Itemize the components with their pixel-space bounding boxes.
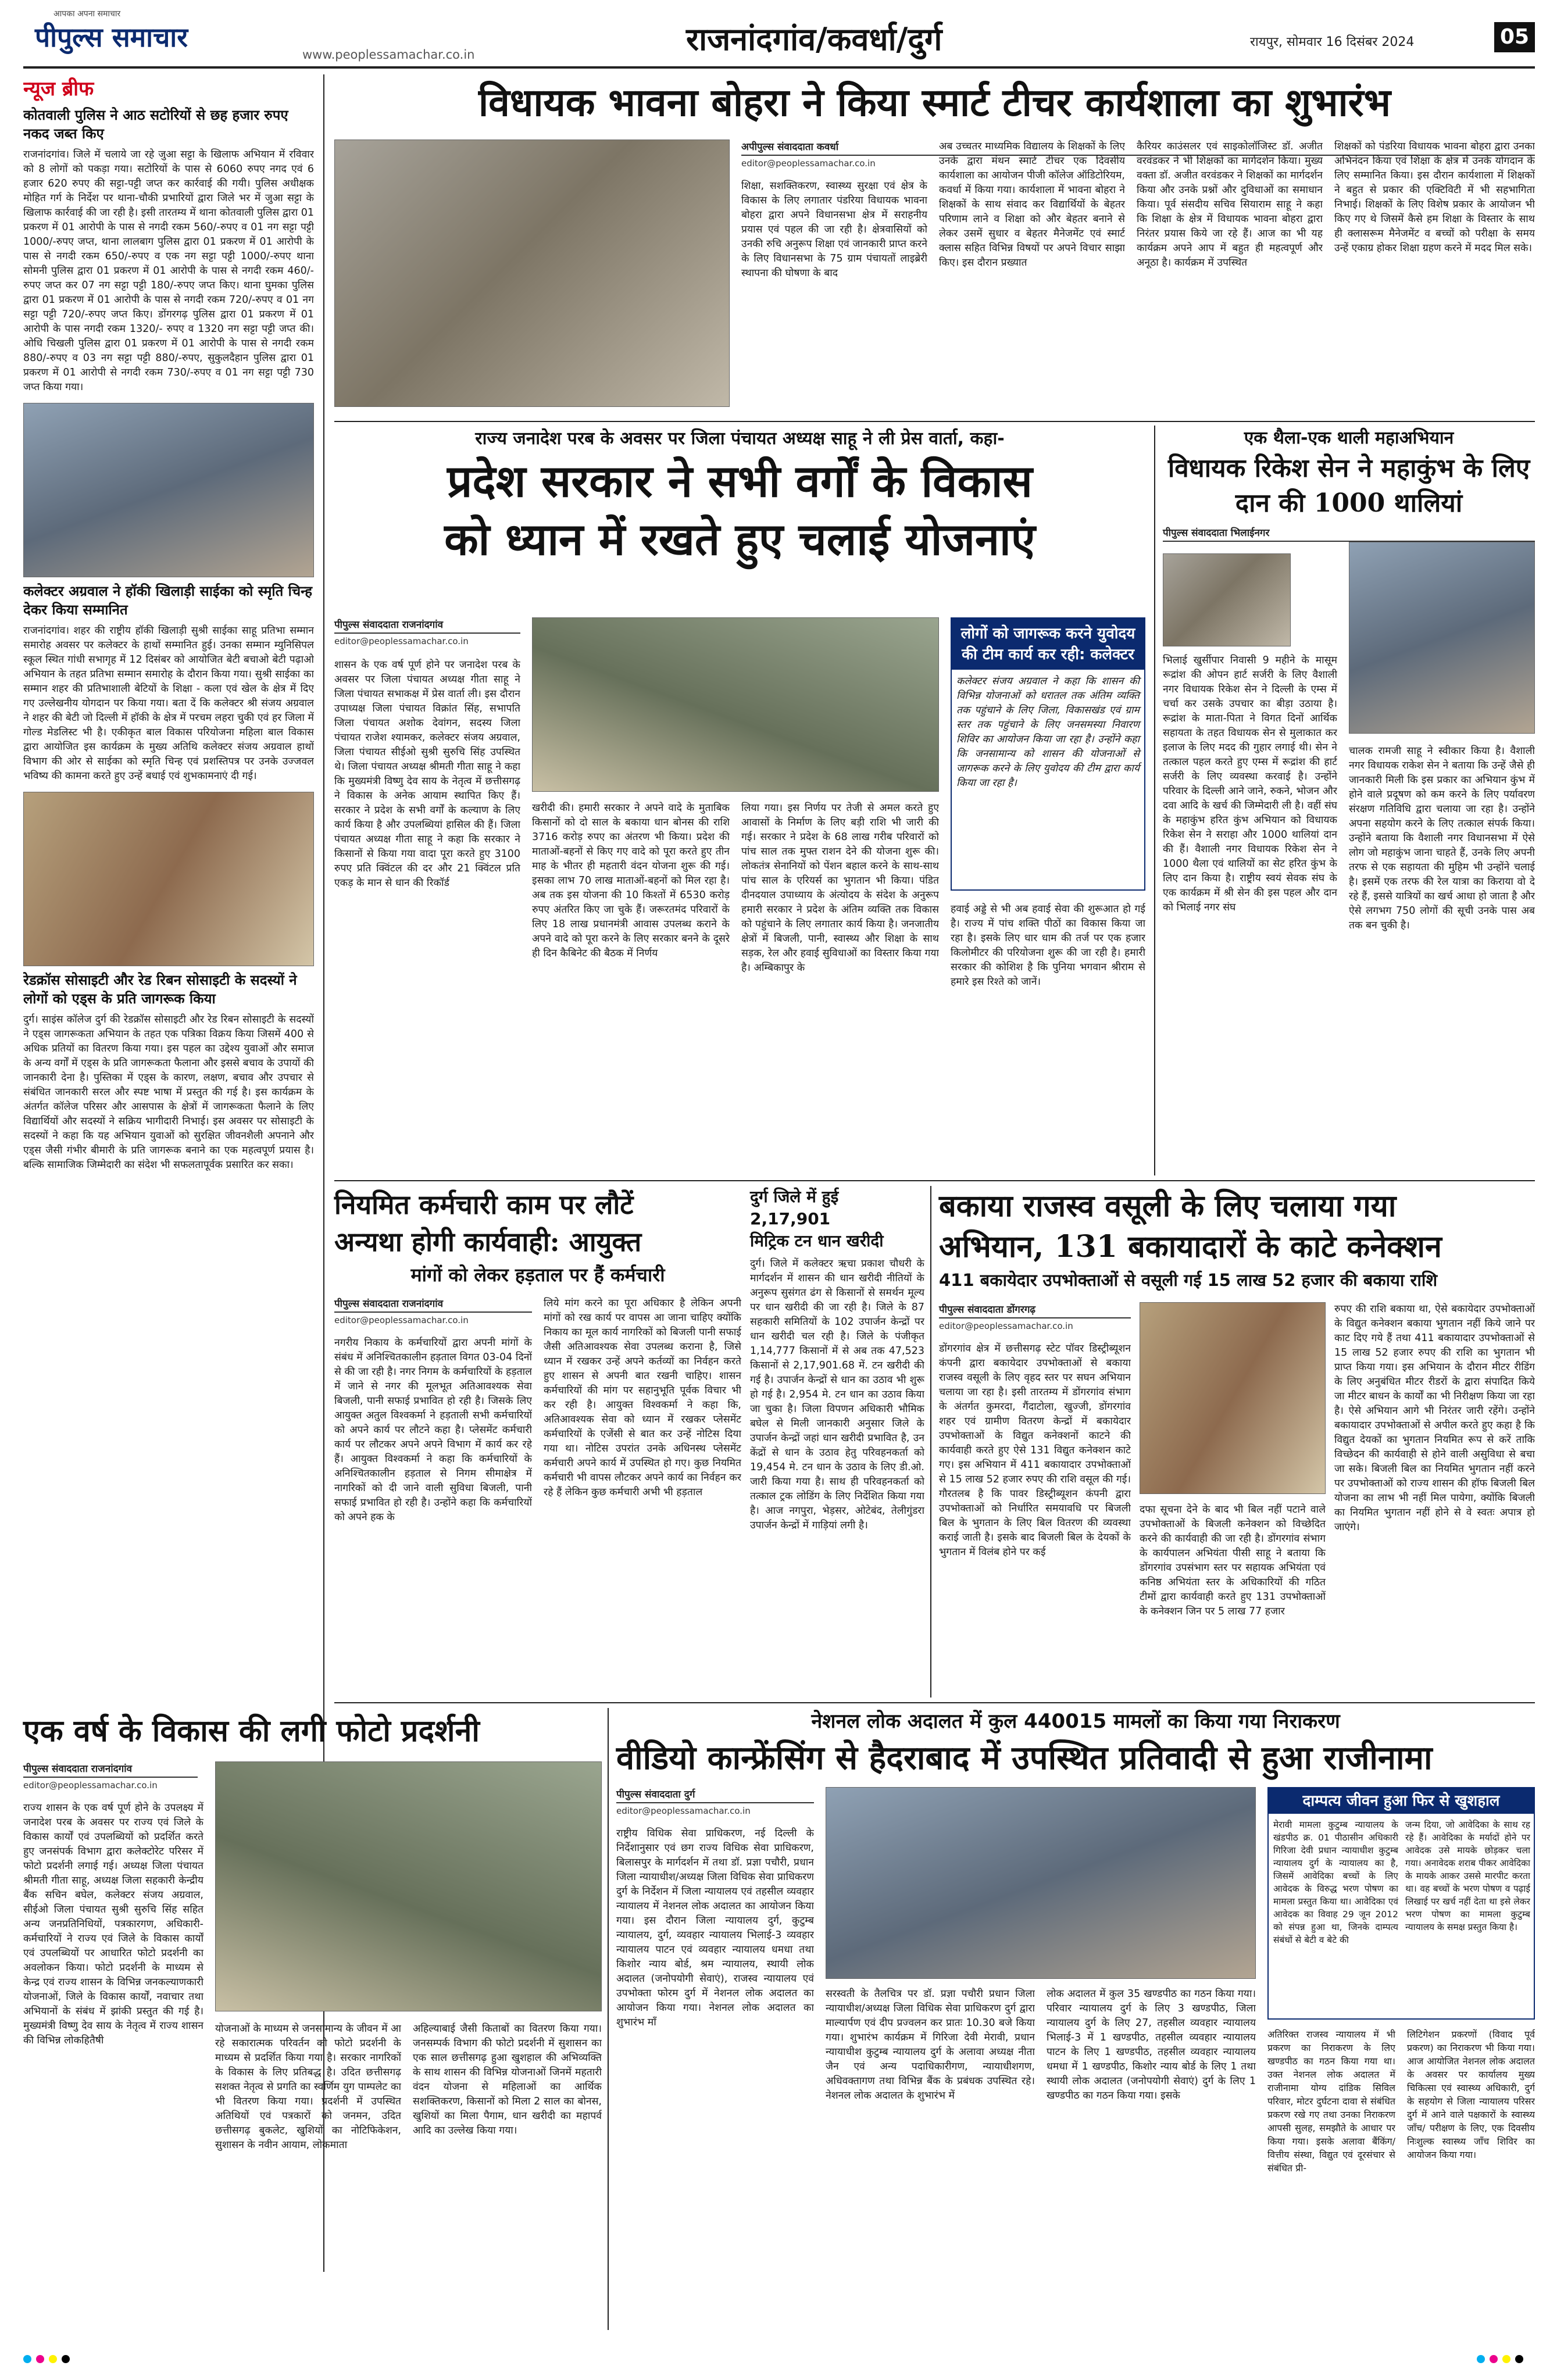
collector-box [951, 617, 1145, 891]
email[interactable]: editor@peoplessamachar.co.in [23, 1780, 158, 1791]
dateline: रायपुर, सोमवार 16 दिसंबर 2024 [1250, 35, 1415, 49]
email[interactable]: editor@peoplessamachar.co.in [334, 636, 469, 646]
byline: पीपुल्स संवाददाता भिलाईनगर [1163, 526, 1535, 542]
col5: लिटिगेशन प्रकरणों (विवाद पूर्व प्रकरण) का निराकरण भी किया गया। आज आयोजित नेशनल लोक अदालत के अवसर पर कार्यालय मुख्य चिकित्सा एवं स्वास्थ्य अधिकारी, दुर्ग के सहयोग से जिला न्यायालय परिसर दुर्ग में आने वाले पक्षकारों के स्वास्थ्य जाँच/ परीक्षण के लिए, एक दिवसीय निःशुल्क स्वास्थ्य जाँच शिविर का आयोजन किया गया। [1407, 2029, 1535, 2160]
col3: अहिल्याबाई जैसी किताबों का वितरण किया गया। जनसम्पर्क विभाग की फोटो प्रदर्शनी में सुशासन का एक साल छत्तीसगढ़ हुआ खुशहाल की अभिव्यक्ति के साथ शासन की विभिन्न योजनाओं जिनमें महतारी वंदन योजना से महिलाओं का आर्थिक सशक्तिकरण, किसानों को मिला 2 साल का बोनस, खुशियों का मिला पैगाम, धान खरीदी का महापर्व आदि का उल्लेख किया गया। [413, 2023, 602, 2136]
family-box [1267, 1787, 1535, 2020]
lamp-lighting-photo [334, 140, 730, 407]
rule-3 [334, 1702, 1535, 1703]
col4: शिक्षकों को पंडरिया विधायक भावना बोहरा द्वारा उनका अभिनंदन किया एवं शिक्षा के क्षेत्र में उनके योगदान के लिए सम्मानित किया। इस दौरान कार्यशाला में शिक्षकों ने बहुत से प्रकार की एक्टिविटी में भी सहभागिता निभाई। शिक्षकों के लिए विशेष प्रकार के आयोजन भी किए गए थे जिसमें कैसे हम शिक्षा के विस्तार के साथ ही क्लासरूम मैनेजमेंट व बच्चों को परीक्षा के समय उन्हें एकाग्र होकर शिक्षा ग्रहण करने में मदद मिल सके। [1334, 141, 1535, 254]
text: दुर्ग। जिले में कलेक्टर ऋचा प्रकाश चौधरी के मार्गदर्शन में शासन की धान खरीदी नीतियों के अनुरूप सुसंगत ढंग से किसानों से समर्थन मूल्य पर धान खरीदी की जा रही है। जिले के 87 सहकारी समितियों के 102 उपार्जन केन्द्रों पर धान खरीदी चल रही है। जिले के पंजीकृत 1,14,777 किसानों में से अब तक 47,523 किसानों से 2,17,901.68 में. टन खरीदी की गई है। उपार्जन केन्द्रों से धान का उठाव भी शुरू हो गई है। 2,954 मे. टन धान का उठाव किया जा चुका है। जिला विपणन अधिकारी भौमिक बघेल से मिली जानकारी अनुसार जिले के उपार्जन केन्द्रों जहां धान खरीदी प्रभावित है, उन केंद्रों से धान के उठाव हेतु परिवहनकर्ता को 19,454 मे. टन धान के उठाव के लिए डी.ओ. जारी किया गया है। साथ ही परिवहनकर्ता को तत्काल ट्रक लोडिंग के लिए निर्देशित किया गया है। आज नगपुरा, भेड़सर, ओटेबंद, तेलीगुंडरा उपार्जन केन्द्रों में गाड़ियां लगी है। [750, 1258, 924, 1531]
col1: शासन के एक वर्ष पूर्ण होने पर जनादेश परब के अवसर पर जिला पंचायत अध्यक्ष गीता साहू ने जिला पंचायत सभाकक्ष में प्रेस वार्ता ली। इस दौरान उपाध्यक्ष जिला पंचायत विक्रांत सिंह, सभापति जिला पंचायत अशोक देवांगन, सदस्य जिला पंचायत राजेश श्यामकर, कलेक्टर संजय अग्रवाल, जिला पंचायत सीईओ सुश्री सुरुचि सिंह उपस्थित थे। जिला पंचायत अध्यक्ष श्रीमती गीता साहू ने कहा कि मुख्यमंत्री विष्णु देव साय के नेतृत्व में छत्तीसगढ़ ने विकास के अनेक आयाम स्थापित किए हैं। सरकार ने प्रदेश के सभी वर्गों के कल्याण के लिए कार्य किया है और उपलब्धियां हासिल की हैं। जिला पंचायत अध्यक्ष गीता साहू ने कहा कि सरकार ने किसानों से किया गया वादा पूरा करते हुए 3100 रुपए प्रति क्विंटल की दर और 21 क्विंटल प्रति एकड़ के मान से धान की रिकॉर्ड [334, 659, 520, 889]
col1: भिलाई खुर्सीपार निवासी 9 महीने के मासूम रूद्रांश की ओपन हार्ट सर्जरी के लिए वैशाली नगर विधायक रिकेश सेन ने दिल्ली के एम्स में चर्चा कर उसके उपचार का बीड़ा उठाया है। रूद्रांश के माता-पिता ने विगत दिनों आर्थिक सहायता के तहत विधायक सेन से मुलाकात कर इलाज के लिए मदद की गुहार लगाई थी। सेन ने तत्काल पहल करते हुए एम्स में रूद्रांश की हार्ट सर्जरी के लिए व्यवस्था करवाई है। उन्होंने परिवार के दिल्ली आने जाने, रुकने, भोजन और दवा आदि के खर्च की जिम्मेदारी ली है। वहीं संघ के महाकुंभ हरित कुंभ अभियान को विधायक रिकेश सेन ने सराहा और 1000 थालियां दान की हैं। वैशाली नगर विधायक रिकेश सेन ने 1000 थैला एवं थालियों का सेट हरित कुंभ के लिए दान किया है। राष्ट्रीय स्वयं सेवक संघ के एक कार्यक्रम में श्री सेन की इस पहल और दान को भिलाई नगर संघ [1163, 655, 1337, 913]
col2: योजनाओं के माध्यम से जनसामान्य के जीवन में आ रहे सकारात्मक परिवर्तन को फोटो प्रदर्शनी के माध्यम से प्रदर्शित किया गया है। सरकार नागरिकों के विकास के लिए प्रतिबद्ध है। उदित छत्तीसगढ़ सशक्त नेतृत्व से प्रगति का स्वर्णिम युग पाम्पलेट का भी वितरण किया गया। प्रदर्शनी में उपस्थित अतिथियों एवं पत्रकारों को जनमन, उदित छत्तीसगढ़ बुकलेट, खुशियों का नोटिफिकेशन, सुशासन के नवीन आयाम, लोकमाता [215, 2023, 401, 2151]
article-state-schemes [334, 426, 1145, 1175]
black-mark [62, 2355, 70, 2363]
hockey-felicitation-photo [23, 403, 314, 577]
byline: पीपुल्स संवाददाता राजनांदगांव [23, 1761, 198, 1778]
section-title: राजनांदगांव/कवर्धा/दुर्ग [686, 20, 942, 58]
redcross-awareness-photo [23, 792, 314, 966]
email[interactable]: editor@peoplessamachar.co.in [741, 158, 876, 169]
lok-adalat-photo [826, 1787, 1256, 1979]
brief2-text: राजनांदगांव। शहर की राष्ट्रीय हॉकी खिलाड़ी सुश्री साईका साहू प्रतिभा सम्मान समारोह अवसर पर कलेक्टर के हाथों सम्मानित हुई। उनका सम्मान म्युनिसिपल स्कूल स्थित गांधी सभागृह में 12 दिसंबर को आयोजित बेटी बचाओ बेटी पढ़ाओ अभियान के तहत प्रतिभा सम्मान समारोह के दौरान किया गया। सुश्री साईका का सम्मान शहर की प्रतिभाशाली बेटियों के शिक्षा - कला एवं खेल के क्षेत्र में दिए गए उल्लेखनीय योगदान पर किया गया। बता दें कि कलेक्टर श्री संजय अग्रवाल ने शहर की बेटी जो दिल्ली में हॉकी के क्षेत्र में परचम लहरा चुकी एवं हर जिला में गोल्ड मेडलिस्ट भी है। एकीकृत बाल विकास परियोजना महिला बाल विकास द्वारा आयोजित इस कार्यक्रम के मुख्य अतिथि कलेक्टर संजय अग्रवाल हाथों विभाग की ओर से साईका को स्मृति चिन्ह एवं प्रशस्तिपत्र पर उनके उज्जवल भविष्य की कामना करते हुए उन्हें बधाई एवं शुभकामनाएं दी गई। [23, 625, 314, 782]
black-mark [1515, 2355, 1523, 2363]
article-smart-teacher [334, 74, 1535, 417]
masthead [0, 0, 1557, 70]
headline-line2: को ध्यान में रखते हुए चलाई योजनाएं [444, 513, 1035, 565]
headline: विधायक भावना बोहरा ने किया स्मार्ट टीचर कार्यशाला का शुभारंभ [478, 80, 1391, 125]
kicker: नेशनल लोक अदालत में कुल 440015 मामलों का किया गया निराकरण [811, 1710, 1340, 1733]
press-conference-photo [532, 617, 939, 792]
yellow-mark [1502, 2355, 1510, 2363]
vertical-rule-mid [930, 1186, 931, 1698]
rule-1 [334, 421, 1535, 422]
brief2-title: कलेक्टर अग्रवाल ने हॉकी खिलाड़ी साईका को स्मृति चिन्ह देकर किया सम्मानित [23, 583, 313, 618]
col3: लिया गया। इस निर्णय पर तेजी से अमल करते हुए आवासों के निर्माण के लिए बड़ी राशि भी जारी की गई। सरकार ने प्रदेश के 68 लाख गरीब परिवारों को पांच साल तक मुफ्त राशन देने की योजना शुरू की। लोकतंत्र सेनानियों को पेंशन बहाल करने के साथ-साथ पांच साल के एरियर्स का भुगतान भी किया। पंडित दीनदयाल उपाध्याय के अंत्योदय के संदेश के अनुरूप हमारी सरकार ने प्रदेश के अंतिम व्यक्ति तक विकास को पहुंचाने के लिए लगातार कार्य किया है। जनजातीय क्षेत्रों में बिजली, पानी, स्वास्थ्य और शिक्षा के साथ सड़क, रेल और हवाई सुविधाओं का विस्तार किया गया है। अम्बिकापुर के [741, 802, 939, 974]
email[interactable]: editor@peoplessamachar.co.in [616, 1806, 751, 1816]
byline: पीपुल्स संवाददाता राजनांदगांव [334, 1296, 532, 1313]
headline-line1: दुर्ग जिले में हुई 2,17,901 [750, 1187, 839, 1228]
headline-line2: अभियान, 131 बकायादारों के काटे कनेक्शन [939, 1229, 1442, 1264]
box-text: कलेक्टर संजय अग्रवाल ने कहा कि शासन की विभिन्न योजनाओं को धरातल तक अंतिम व्यक्ति तक पहुंचाने के लिए जिला, विकासखंड एवं ग्राम स्तर तक पहुंचाने के लिए जनसमस्या निवारण शिविर का आयोजन किया जा रहा है। उन्होंने कहा कि जनसामान्य को शासन की योजनाओं से जागरूक करने के लिए युवोदय की टीम द्वारा कार्य किया जा रहा है। [956, 676, 1140, 789]
col2: लिये मांग करने का पूरा अधिकार है लेकिन अपनी मांगों को रख कार्य पर वापस आ जाना चाहिए क्योंकि निकाय का मूल कार्य नागरिकों को बिजली पानी सफाई जैसी अतिआवश्यक सेवा उपलब्ध कराना है, जिसे ध्यान में रखकर उन्हें अपने कर्तव्यों का निर्वहन करते हुए शासन से अपनी बात रखनी चाहिए। शासन कर्मचारियों की मांग पर सहानुभूति पूर्वक विचार भी कर रही है। आयुक्त विश्वकर्मा ने कहा कि, अतिआवश्यक सेवा को ध्यान में रखकर प्लेसमेंट कर्मचारियों के एजेंसी से बात कर उन्हें नोटिस दिया गया था। नोटिस उपरांत उनके अधिनस्थ प्लेसमेंट कर्मचारी अपने कार्य में उपस्थित हो गए। कुछ नियमित कर्मचारी भी वापस लौटकर अपने कार्य का निर्वहन कर रहे हैं लेकिन कुछ कर्मचारी अभी भी हड़ताल [544, 1298, 741, 1498]
byline: अपीपुल्स संवाददाता कवर्धा [741, 140, 1535, 156]
col1: राष्ट्रीय विधिक सेवा प्राधिकरण, नई दिल्ली के निर्देशानुसार एवं छग राज्य विधिक सेवा प्राधिकरण, बिलासपुर के मार्गदर्शन में तथा डॉ. प्रज्ञा पचौरी, प्रधान जिला न्यायाधीश/अध्यक्ष जिला विधिक सेवा प्राधिकरण दुर्ग के निर्देशन में जिला न्यायालय एवं तहसील व्यवहार न्यायालय में नेशनल लोक अदालत का आयोजन किया गया। इस दौरान जिला न्यायालय दुर्ग, कुटुम्ब न्यायालय, दुर्ग, व्यवहार न्यायालय भिलाई-3 व्यवहार न्यायालय पाटन एवं व्यवहार न्यायालय धमधा तथा किशोर न्याय बोर्ड, श्रम न्यायालय, स्थायी लोक अदालत (जनोपयोगी सेवाएं), राजस्व न्यायालय एवं उपभोक्ता फोरम दुर्ग में नेशनल लोक अदालत का आयोजन किया गया। नेशनल लोक अदालत का शुभारंभ माँ [616, 1828, 814, 2028]
col1: नगरीय निकाय के कर्मचारियों द्वारा अपनी मांगों के संबंध में अनिश्चितकालीन हड़ताल विगत 03-04 दिनों से की जा रही है। नगर निगम के कर्मचारियों के हड़ताल में जाने से नगर की मूलभूत अतिआवश्यक सेवा बिजली, पानी सफाई प्रभावित हो रही है। जिसके लिए आयुक्त अतुल विश्वकर्मा ने हड़ताली सभी कर्मचारियों को अपने कार्य पर लौटने कहा है। प्लेसमेंट कर्मचारी कार्य पर लौटकर अपने अपने विभाग में कार्य कर रहे हैं। आयुक्त विश्वकर्मा ने कहा कि कर्मचारियों के अनिश्चितकालीन हड़ताल से निगम सीमाक्षेत्र में नागरिकों को दी जाने वाली सुविधा बिजली, पानी सफाई प्रभावित हो रही है। उन्होंने कहा कि कर्मचारियों को अपने हक के [334, 1337, 532, 1523]
thali-donation-photo [1163, 553, 1291, 646]
brief1-title: कोतवाली पुलिस ने आठ सटोरियों से छह हजार रुपए नकद जब्त किए [23, 107, 288, 142]
brief3-title: रेडक्रॉस सोसाइटी और रेड रिबन सोसाइटी के सदस्यों ने लोगों को एड्स के प्रति जागरूक किया [23, 972, 297, 1007]
article-lok-adalat [616, 1708, 1535, 2330]
col4: हवाई अड्डे से भी अब हवाई सेवा की शुरूआत हो गई है। राज्य में पांच शक्ति पीठों का विकास किया जा रहा है। इसके लिए धार धाम की तर्ज पर एक हजार किलोमीटर की परियोजना शुरू की जा रही है। हमारी सरकार की कोशिश है कि पुनिया भगवान श्रीराम से हमारे इस रिश्ते को जानें। [951, 903, 1145, 988]
col2: अब उच्चतर माध्यमिक विद्यालय के शिक्षकों के लिए उनके द्वारा मंथन स्मार्ट टीचर एक दिवसीय कार्यशाला का आयोजन पीजी कॉलेज ऑडिटोरियम, कवर्धा में किया गया। कार्यशाला में भावना बोहरा ने शिक्षकों के साथ संवाद कर विद्यार्थियों के बेहतर परिणाम लाने व शिक्षा को और बेहतर बनाने से लेकर उसमें सुधार व बेहतर मैनेजमेंट एवं स्मार्ट क्लास सहित विभिन्न विषयों पर अपने विचार साझा किए। इस दौरान प्रख्यात [939, 141, 1125, 269]
magenta-mark [36, 2355, 44, 2363]
byline: पीपुल्स संवाददाता दुर्ग [616, 1787, 814, 1803]
headline-line1: प्रदेश सरकार ने सभी वर्गों के विकास [447, 455, 1033, 507]
headline: वीडियो कान्फ्रेंसिंग से हैदराबाद में उपस्थित प्रतिवादी से हुआ राजीनामा [616, 1739, 1433, 1777]
article-power-dues [939, 1186, 1535, 1698]
col3: कैरियर काउंसलर एवं साइकोलॉजिस्ट डॉ. अजीत वरवंडकर ने भी शिक्षकों का मार्गदर्शन किया। मुख्य वक्ता डॉ. अजीत वरवंडकर ने शिक्षकों का मार्गदर्शन किया और उनके प्रश्नों और दुविधाओं का समाधान किया। पूर्व संसदीय सचिव सियाराम साहू ने कहा कि शिक्षा के क्षेत्र में विधायक भावना बोहरा द्वारा निरंतर प्रयास किये जा रहे हैं। आज का भी यह कार्यक्रम अपने आप में बहुत ही महत्वपूर्ण और अनूठा है। कार्यक्रम में उपस्थित [1137, 141, 1323, 269]
headline-line1: नियमित कर्मचारी काम पर लौटें [334, 1189, 634, 1220]
email[interactable]: editor@peoplessamachar.co.in [334, 1315, 469, 1325]
rule-2 [334, 1180, 1535, 1181]
magenta-mark [1490, 2355, 1498, 2363]
headline-line1: बकाया राजस्व वसूली के लिए चलाया गया [939, 1188, 1397, 1224]
box-col1: मेरावी मामला कुटुम्ब न्यायालय के खंडपीठ क्र. 01 पीठासीन अधिकारी गिरिजा देवी प्रधान न्यायाधीश कुटुम्ब न्यायालय दुर्ग के न्यायालय का है, जिसमें आवेदिका बच्चों के लिए आवेदक के विरुद्ध भरण पोषण का मामला प्रस्तुत किया था। आवेदिका एवं आवेदक का विवाह 29 जून 2012 को संपन्न हुआ था, जिनके दाम्पत्य संबंधों से बेटी व बेटे की [1273, 1820, 1398, 1945]
box-title: लोगों को जागरूक करने युवोदय की टीम कार्य कर रही: कलेक्टर [952, 619, 1144, 670]
headline: एक वर्ष के विकास की लगी फोटो प्रदर्शनी [23, 1713, 480, 1749]
subhead: मांगों को लेकर हड़ताल पर हैं कर्मचारी [410, 1264, 665, 1286]
website-link[interactable]: www.peoplessamachar.co.in [302, 48, 475, 62]
cyan-mark [1477, 2355, 1485, 2363]
yellow-mark [49, 2355, 57, 2363]
article-mahakumbh-thali [1163, 426, 1535, 1175]
box-col2: जन्म दिया, जो आवेदिका के साथ रह रहे हैं। आवेदिका के मर्यादों होने पर आवेदक उसे मायके छोड़कर चला गया। अनावेदक शराब पीकर आवेदिका के मायके आकर उससे मारपीट करता था। वह बच्चों के भरण पोषण व पढ़ाई लिखाई पर खर्च नहीं देता था इसे लेकर भरण पोषण का मामला कुटुम्ब न्यायालय के समक्ष प्रस्तुत किया है। [1405, 1820, 1530, 1932]
article-employee-strike [334, 1186, 741, 1698]
exhibition-photo [215, 1761, 602, 2011]
brief-label: न्यूज ब्रीफ [23, 77, 94, 101]
logo[interactable]: पीपुल्स समाचार [35, 22, 188, 53]
vertical-rule-bottom [608, 1708, 609, 2330]
headline-line2: मिट्रिक टन धान खरीदी [750, 1231, 884, 1250]
col3: लोक अदालत में कुल 35 खण्डपीठ का गठन किया गया। परिवार न्यायालय दुर्ग के लिए 3 खण्डपीठ, जिला न्यायालय दुर्ग के लिए 27, तहसील व्यवहार न्यायालय भिलाई-3 में 1 खण्डपीठ, तहसील व्यवहार न्यायालय पाटन के लिए 1 खण्डपीठ, तहसील व्यवहार न्यायालय धमधा में 1 खण्डपीठ, किशोर न्याय बोर्ड के लिए 1 तथा स्थायी लोक अदालत (जनोपयोगी सेवाएं) दुर्ग के लिए 1 खण्डपीठ का गठन किया गया। इसके [1047, 1988, 1256, 2102]
byline: पीपुल्स संवाददाता राजनांदगांव [334, 617, 520, 634]
col2: चालक रामजी साहू ने स्वीकार किया है। वैशाली नगर विधायक राकेश सेन ने बताया कि उन्हें जैसे ही जानकारी मिली कि इस प्रकार का अभियान कुंभ में होने वाले प्रदूषण को कम करने के लिए पर्यावरण संरक्षण गतिविधि द्वारा चलाया जा रहा है। उन्होंने अपना सहयोग करने के लिए तत्काल संपर्क किया। उन्होंने बताया कि वैशाली नगर विधानसभा में ऐसे लोग जो महाकुंभ जाना चाहते हैं, उनके लिए अपनी तरफ से एक सहायता की मुहिम भी उन्होंने चलाई है। इसमें एक तरफ की रेल यात्रा का किराया वो दे रहे हैं, इससे यात्रियों का खर्च आधा हो जाता है और ऐसे लगभग 750 लोगों की सूची उनके पास अब तक बन चुकी है। [1349, 745, 1535, 931]
col1: राज्य शासन के एक वर्ष पूर्ण होने के उपलक्ष्य में जनादेश परब के अवसर पर राज्य एवं जिले के विकास कार्यों एवं उपलब्धियों को प्रदर्शित करते हुए जनसंपर्क विभाग द्वारा कलेक्टोरेट परिसर में फोटो प्रदर्शनी लगाई गई। अध्यक्ष जिला पंचायत श्रीमती गीता साहू, अध्यक्ष जिला सहकारी केन्द्रीय बैंक सचिन बघेल, कलेक्टर संजय अग्रवाल, सीईओ जिला पंचायत सुश्री सुरुचि सिंह सहित अन्य जनप्रतिनिधियों, पत्रकारगण, अधिकारी-कर्मचारियों ने राज्य एवं जिले के विकास कार्यों एवं उपलब्धियों पर आधारित फोटो प्रदर्शनी का अवलोकन किया। फोटो प्रदर्शनी के माध्यम से केन्द्र एवं राज्य शासन के विभिन्न जनकल्याणकारी योजनाओं, जिले के विकास कार्यों, नवाचार तथा अभियानों के संबंध में झांकी प्रस्तुत की गई है। मुख्यमंत्री विष्णु देव साय के नेतृत्व में राज्य शासन की विभिन्न लोकहितैषी [23, 1802, 203, 2046]
byline: पीपुल्स संवाददाता डोंगरगढ़ [939, 1302, 1131, 1318]
col2: दफा सूचना देने के बाद भी बिल नहीं पटाने वाले उपभोक्ताओं के बिजली कनेक्शन को विच्छेदित करने की कार्यवाही की जा रही है। डोंगरगांव संभाग के कार्यपालन अभियंता पीसी साहू ने बताया कि डोंगरगांव उपसंभाग स्तर पर सहायक अभियंता एवं कनिष्ठ अभियंता स्तर के अधिकारियों की गठित टीमों द्वारा कार्यवाही करते हुए 131 उपभोक्ताओं के कनेक्शन जिन पर 5 लाख 77 हजार [1140, 1504, 1326, 1617]
col4: अतिरिक्त राजस्व न्यायालय में भी प्रकरण का निराकरण के लिए खण्डपीठ का गठन किया गया था। उक्त नेशनल लोक अदालत में राजीनामा योग्य दांडिक सिविल परिवार, मोटर दुर्घटना दावा से संबंधित प्रकरण रखे गए तथा उनका निराकरण आपसी सुलह, समझौते के आधार पर किया गया। इसके अलावा बैंकिंग/वित्तीय संस्था, विद्युत एवं दूरसंचार से संबंधित प्री- [1267, 2029, 1395, 2174]
box-title: दाम्पत्य जीवन हुआ फिर से खुशहाल [1269, 1788, 1534, 1814]
page-number: 05 [1494, 22, 1535, 52]
col1: डोंगरगांव क्षेत्र में छत्तीसगढ़ स्टेट पॉवर डिस्ट्रीब्यूशन कंपनी द्वारा बकायेदार उपभोक्ताओं से बकाया राजस्व वसूली के लिए वृहद स्तर पर सघन अभियान चलाया जा रहा है। इसी तारतम्य में डोंगरगांव संभाग के अंतर्गत कुमरदा, गैंदाटोला, खुज्जी, डोंगरगांव शहर एवं ग्रामीण वितरण केन्द्रों में बकायेदार उपभोक्ताओं के विद्युत कनेक्शनों काटने की कार्यवाही करते हुए ऐसे 131 विद्युत कनेक्शन काटे गए। इस अभियान में 411 बकायादार उपभोक्ताओं से 15 लाख 52 हजार रुपए की राशि वसूल की गई। गौरतलब है कि पावर डिस्ट्रीब्यूशन कंपनी द्वारा उपभोक्ताओं को निर्धारित समयावधि पर बिजली बिल के भुगतान के लिए बिल वितरण की व्यवस्था कराई जाती है। इसके बाद बिजली बिल के देयकों के भुगतान में विलंब होने पर कई [939, 1343, 1131, 1558]
email[interactable]: editor@peoplessamachar.co.in [939, 1321, 1073, 1331]
col1: शिक्षा, सशक्तिकरण, स्वास्थ्य सुरक्षा एवं क्षेत्र के विकास के लिए लगातार पंडरिया विधायक भावना बोहरा द्वारा अपने विधानसभा क्षेत्र में सराहनीय प्रयास एवं पहल की जा रही है। क्षेत्रवासियों को उनकी रुचि अनुरूप शिक्षा एवं जानकारी प्राप्त करने के लिए विधानसभा के 75 ग्राम पंचायतों लाइब्रेरी स्थापना की घोषणा के बाद [741, 180, 927, 279]
registration-marks-right [1477, 2354, 1528, 2365]
article-paddy-procurement [750, 1186, 924, 1698]
subhead: 411 बकायेदार उपभोक्ताओं से वसूली गई 15 लाख 52 हजार की बकाया राशि [939, 1270, 1438, 1290]
headline: विधायक रिकेश सेन ने महाकुंभ के लिए दान की 1000 थालियां [1167, 453, 1530, 518]
article-photo-exhibition [23, 1708, 602, 2330]
col2: सरस्वती के तैलचित्र पर डॉ. प्रज्ञा पचौरी प्रधान जिला न्यायाधीश/अध्यक्ष जिला विधिक सेवा प्राधिकरण दुर्ग द्वारा माल्यार्पण एवं दीप प्रज्वलन कर प्रातः 10.30 बजे किया गया। शुभारंभ कार्यक्रम में गिरिजा देवी मेरावी, प्रधान न्यायाधीश कुटुम्ब न्यायालय दुर्ग के अलावा अध्यक्ष नीता जैन एवं अन्य पदाधिकारीगण, न्यायाधीशगण, अधिवक्तागण तथा विभिन्न बैंक के प्रबंधक उपस्थित रहे। नेशनल लोक अदालत के शुभारंभ में [826, 1988, 1035, 2102]
vertical-rule-right [1154, 426, 1155, 1175]
kicker: एक थैला-एक थाली महाअभियान [1244, 428, 1454, 448]
headline-line2: अन्यथा होगी कार्यवाही: आयुक्त [334, 1226, 642, 1257]
brief1-text: राजनांदगांव। जिले में चलाये जा रहे जुआ सट्टा के खिलाफ अभियान में रविवार को 8 लोगों को पकड़ा गया। सटोरियों के पास से 6060 रुपए नगद एवं 6 हजार 620 रुपए की सट्टा-पट्टी जप्त कर कार्रवाई की गयी। पुलिस अधीक्षक मोहित गर्ग के निर्देश पर थाना-चौकी प्रभारियों द्वारा जिले भर में जुआ सट्टा के खिलाफ कार्रवाई की जा रही है। इसी तारतम्य में थाना कोतवाली पुलिस द्वारा 01 प्रकरण में 01 आरोपी के पास से नगदी रकम 560/-रुपए व 01 नग सट्टा पट्टी 1000/-रुपए जप्त, थाना लालबाग पुलिस द्वारा 01 प्रकरण में 01 आरोपी के पास से नगदी रकम 650/-रुपए व एक नग सट्टा पट्टी 1000/-रुपए थाना सोमनी पुलिस द्वारा 01 प्रकरण में 01 आरोपी के पास से नगदी रकम 460/-रुपए जप्त कर 07 नग सट्टा पट्टी 180/-रुपए जप्त किए। थाना घुमका पुलिस द्वारा 01 प्रकरण में 01 आरोपी के पास से नगदी रकम 720/-रुपए व 01 नग सट्टा पट्टी 720/-रुपए जप्त किए। डोंगरगढ़ पुलिस द्वारा 01 प्रकरण में 01 आरोपी के पास नगदी रकम 1320/- रुपए व 1320 नग सट्टा पट्टी जप्त की। ओधि चिखली पुलिस द्वारा 01 प्रकरण में 01 आरोपी के पास से नगदी रकम 880/-रुपए व 03 नग सट्टा पट्टी 880/-रुपए, सुकुलदैहान पुलिस द्वारा 01 प्रकरण में 01 आरोपी से नगदी रकम 730/-रुपए व 01 नग सट्टा पट्टी 730 जप्त किया गया। [23, 149, 314, 393]
brief3-text: दुर्ग। साइंस कॉलेज दुर्ग की रेडक्रॉस सोसाइटी और रेड रिबन सोसाइटी के सदस्यों ने एड्स जागरूकता अभियान के तहत एक पत्रिका विक्रय किया जिसमें 400 से अधिक प्रतियों का वितरण किया गया। इस पहल का उद्देश्य युवाओं और समाज के अन्य वर्गों में एड्स के प्रति जागरूकता फैलाना और इससे बचाव के उपायों की जानकारी देना है। पुस्तिका में एड्स के कारण, लक्षण, बचाव और उपचार से संबंधित जानकारी सरल और स्पष्ट भाषा में प्रस्तुत की गई है। इस कार्यक्रम के अंतर्गत कॉलेज परिसर और आसपास के क्षेत्रों में जागरूकता फैलाने के लिए विद्यार्थियों और सदस्यों ने सक्रिय भागीदारी निभाई। इस अवसर पर सोसाइटी के सदस्यों ने कहा कि यह अभियान युवाओं को सुरक्षित जीवनशैली अपनाने और एड्स जैसी गंभीर बीमारी के प्रति जागरूक बनाने का एक महत्वपूर्ण प्रयास है। बल्कि सामाजिक जिम्मेदारी का संदेश भी सफलतापूर्वक प्रसारित कर सका। [23, 1014, 314, 1171]
col2: खरीदी की। हमारी सरकार ने अपने वादे के मुताबिक किसानों को दो साल के बकाया धान बोनस की राशि 3716 करोड़ रुपए का अंतरण भी किया। प्रदेश की माताओं-बहनों से किए गए वादे को पूरा करते हुए तीन माह के भीतर ही महतारी वंदन योजना शुरू की गई। इसका लाभ 70 लाख माताओं-बहनों को मिल रहा है। अब तक इस योजना की 10 किश्तों में 6530 करोड़ रुपए अंतरित किए जा चुके हैं। जरूरतमंद परिवारों के लिए 18 लाख प्रधानमंत्री आवास उपलब्ध कराने के अपने वादे को पूरा करने के लिए सरकार बनने के दूसरे ही दिन कैबिनेट की बैठक में निर्णय [532, 802, 730, 959]
registration-marks-left [23, 2354, 74, 2365]
cyan-mark [23, 2355, 31, 2363]
logo-tagline: आपका अपना समाचार [53, 9, 121, 19]
lineman-photo [1140, 1302, 1326, 1494]
kicker: राज्य जनादेश परब के अवसर पर जिला पंचायत अध्यक्ष साहू ने ली प्रेस वार्ता, कहा- [475, 428, 1005, 449]
donation-handover-photo [1349, 542, 1535, 734]
masthead-rule [23, 66, 1535, 69]
col3: रुपए की राशि बकाया था, ऐसे बकायेदार उपभोक्ताओं के विद्युत कनेक्शन बकाया भुगतान नहीं किये जाने पर काट दिए गये हैं तथा 411 बकायादार उपभोक्ताओं से 15 लाख 52 हजार रुपए की राशि का भुगतान भी प्राप्त किया गया। इस अभियान के दौरान मीटर रीडिंग के लिए अनुबंधित मीटर रीडरों के द्वारा संपादित किये जा मीटर बाधन के कार्यों का भी निरीक्षण किया जा रहा है। ऐसे अभियान आगे भी निरंतर जारी रहेंगे। उन्होंने बकायादार उपभोक्ताओं से अपील करते हुए कहा है कि विद्युत देयकों का भुगतान नियमित रूप से करें ताकि विच्छेदन की कार्यवाही से होने वाली असुविधा से बचा जा सके। बिजली बिल का नियमित भुगतान नहीं करने पर उपभोक्ताओं को राज्य शासन की हॉफ बिजली बिल योजना का लाभ भी नहीं मिल पायेगा, क्योंकि बिजली का नियमित भुगतान नहीं होने से वे स्वतः अपात्र हो जाएंगे। [1334, 1303, 1535, 1533]
